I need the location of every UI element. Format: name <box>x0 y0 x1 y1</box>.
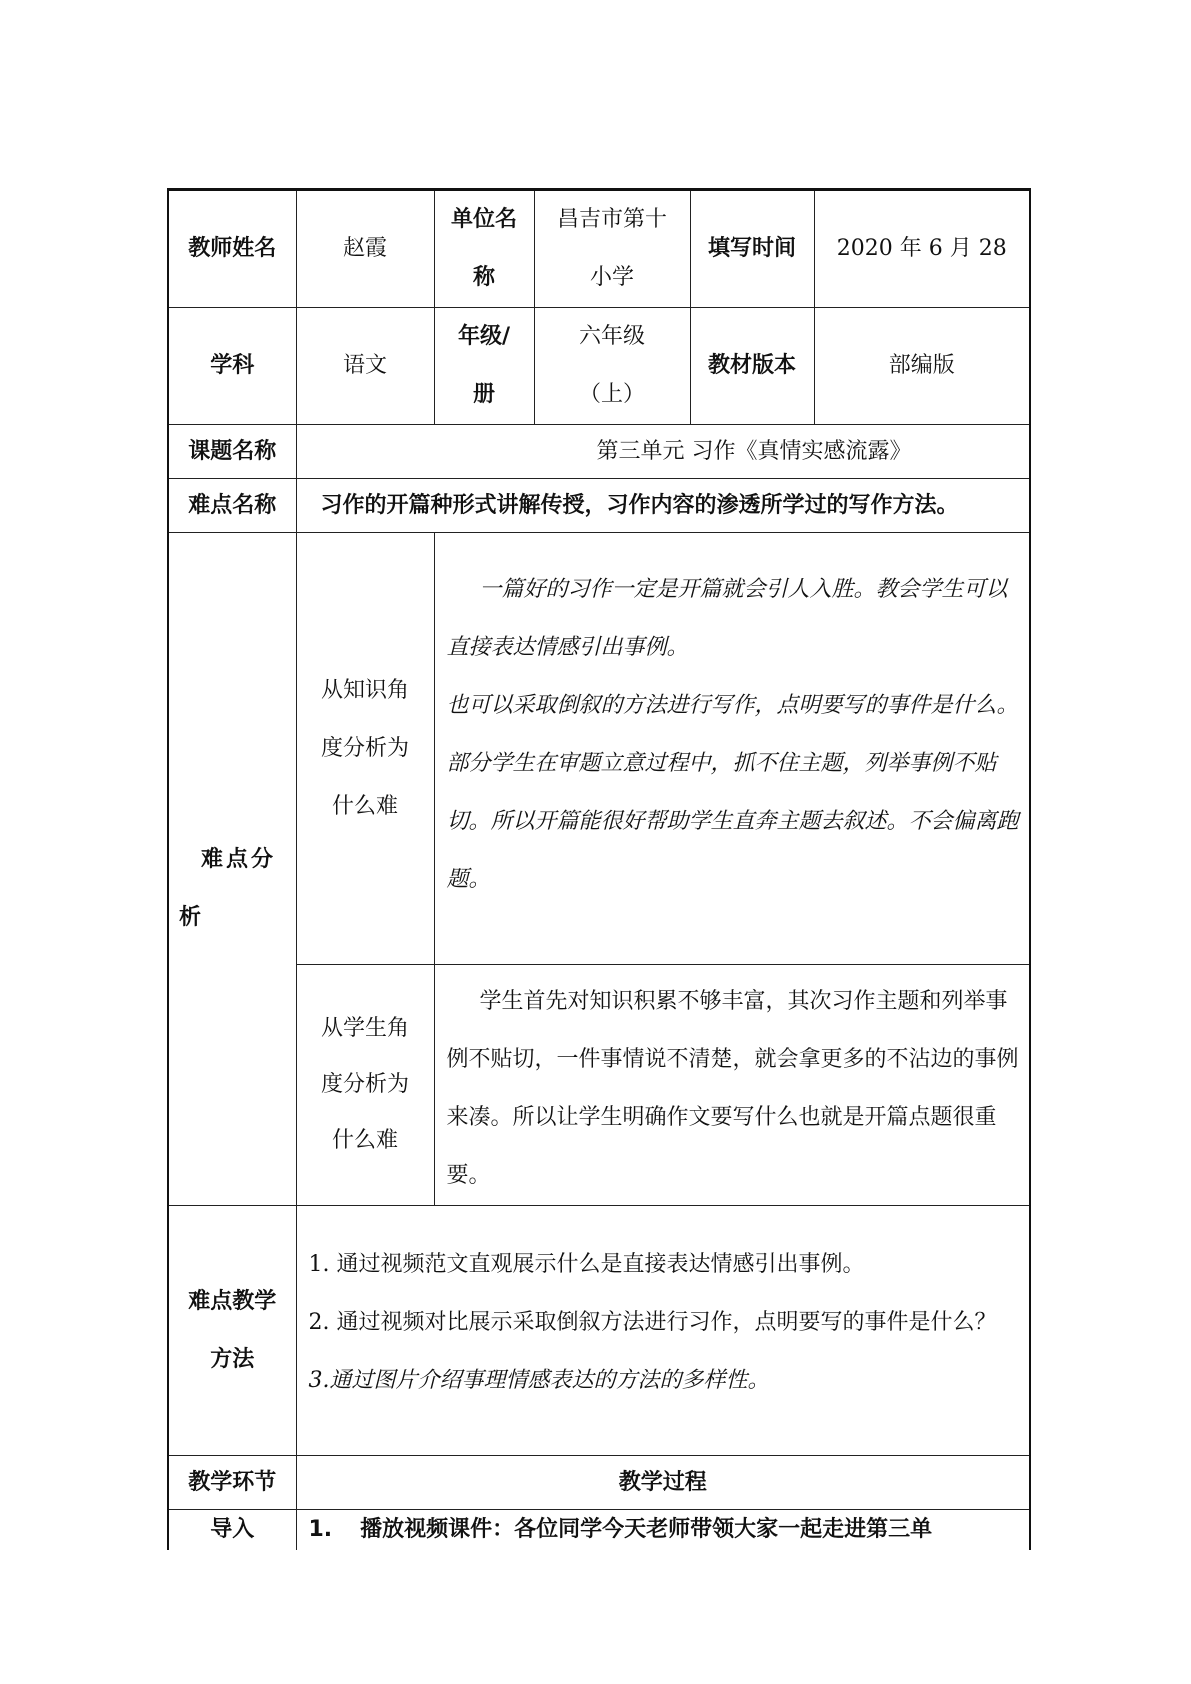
method-list <box>296 1206 1030 1456</box>
knowledge-label <box>296 533 434 965</box>
teacher-value: 赵霞 <box>296 190 434 308</box>
unit-label <box>434 190 534 308</box>
knowledge-label-line2: 度分析为 <box>320 735 409 761</box>
stage-label: 教学环节 <box>168 1456 296 1510</box>
method-label-line1: 难点教学 <box>188 1288 277 1314</box>
intro-number: 1. <box>308 1516 333 1542</box>
analysis-label-line2: 析 <box>179 905 202 930</box>
grade-value-line2: （上） <box>578 382 645 407</box>
grade-value <box>534 308 690 425</box>
row-method <box>168 1206 1030 1456</box>
unit-value <box>534 190 690 308</box>
topic-label: 课题名称 <box>168 425 296 479</box>
method-item-3: 3.通过图片介绍事理情感表达的方法的多样性。 <box>308 1368 770 1393</box>
row-process-header <box>168 1456 1030 1510</box>
difficulty-value: 习作的开篇种形式讲解传授，习作内容的渗透所学过的写作方法。 <box>296 479 1030 533</box>
teacher-label: 教师姓名 <box>168 190 296 308</box>
row-teacher <box>168 190 1030 308</box>
student-label-line3: 什么难 <box>331 1128 398 1153</box>
knowledge-paragraph-2: 也可以采取倒叙的方法进行写作，点明要写的事件是什么。部分学生在审题立意过程中，抓不住主题，列举事例不贴切。所以开篇能很好帮助学生直奔主题去叙述。不会偏离跑题。 <box>446 693 1019 892</box>
unit-value-line1: 昌吉市第十 <box>556 207 667 232</box>
student-label-line1: 从学生角 <box>320 1016 409 1041</box>
row-difficulty <box>168 479 1030 533</box>
row-analysis-student <box>168 965 1030 1206</box>
method-item-2: 2. 通过视频对比展示采取倒叙方法进行习作，点明要写的事件是什么？ <box>308 1310 997 1335</box>
lesson-plan-table <box>167 188 1031 1550</box>
grade-label-line2: 册 <box>472 382 495 407</box>
row-intro <box>168 1510 1030 1550</box>
knowledge-label-line1: 从知识角 <box>320 677 409 703</box>
student-label <box>296 965 434 1206</box>
process-label: 教学过程 <box>296 1456 1030 1510</box>
grade-label-line1: 年级/ <box>457 324 511 349</box>
intro-content <box>296 1510 1030 1550</box>
edition-value: 部编版 <box>814 308 1030 425</box>
grade-value-line1: 六年级 <box>578 324 645 349</box>
date-value: 2020 年 6 月 28 <box>814 190 1030 308</box>
grade-label <box>434 308 534 425</box>
unit-label-line2: 称 <box>472 265 495 290</box>
row-analysis-knowledge <box>168 533 1030 965</box>
difficulty-label: 难点名称 <box>168 479 296 533</box>
method-item-1: 1. 通过视频范文直观展示什么是直接表达情感引出事例。 <box>308 1252 865 1277</box>
subject-label: 学科 <box>168 308 296 425</box>
student-paragraph: 学生首先对知识积累不够丰富，其次习作主题和列举事例不贴切，一件事情说不清楚，就会拿更多的不沾边的事例来凑。所以让学生明确作文要写什么也就是开篇点题很重要。 <box>446 989 1019 1188</box>
method-label <box>168 1206 296 1456</box>
topic-value: 第三单元 习作《真情实感流露》 <box>296 425 1030 479</box>
analysis-label-line1: 难点分 <box>201 847 277 872</box>
knowledge-label-line3: 什么难 <box>331 793 398 819</box>
unit-value-line2: 小学 <box>589 265 634 290</box>
intro-label: 导入 <box>168 1510 296 1550</box>
intro-text: 播放视频课件：各位同学今天老师带领大家一起走进第三单 <box>360 1516 933 1542</box>
row-topic <box>168 425 1030 479</box>
date-label: 填写时间 <box>690 190 814 308</box>
method-label-line2: 方法 <box>210 1346 255 1372</box>
knowledge-paragraph-1: 一篇好的习作一定是开篇就会引人入胜。教会学生可以直接表达情感引出事例。 <box>446 577 1008 660</box>
knowledge-text <box>434 533 1030 965</box>
row-subject <box>168 308 1030 425</box>
subject-value: 语文 <box>296 308 434 425</box>
unit-label-line1: 单位名 <box>450 207 517 232</box>
student-label-line2: 度分析为 <box>320 1072 409 1097</box>
student-text <box>434 965 1030 1206</box>
analysis-label <box>168 533 296 1206</box>
edition-label: 教材版本 <box>690 308 814 425</box>
